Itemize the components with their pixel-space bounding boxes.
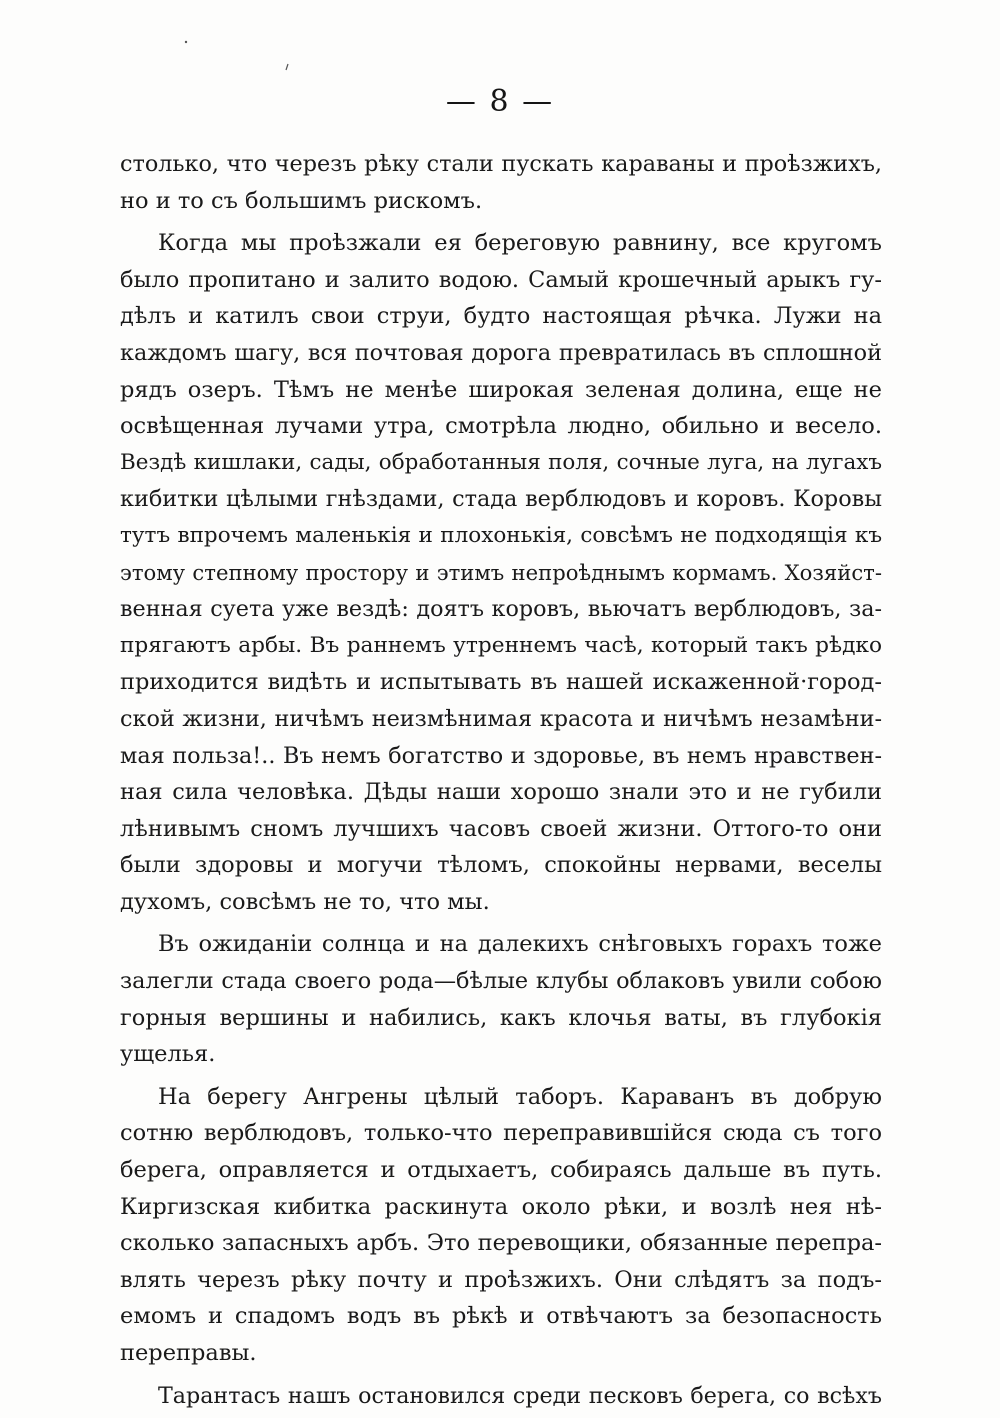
- page-number: — 8 —: [445, 84, 555, 119]
- text-line: ской жизни, ничѣмъ неизмѣнимая красота и ничѣмъ незамѣни-: [120, 705, 882, 732]
- text-line: мая польза!.. Въ немъ богатство и здоровье, въ немъ нравствен-: [120, 742, 882, 769]
- text-line: сколько запасныхъ арбъ. Это перевощики, обязанные перепра-: [120, 1230, 882, 1257]
- text-line: этому степному простору и этимъ непроѣднымъ кормамъ. Хозяйст-: [120, 559, 882, 585]
- text-line: прягаютъ арбы. Въ раннемъ утреннемъ часѣ, который такъ рѣдко: [120, 632, 882, 658]
- text-line: ущелья.: [120, 1041, 216, 1068]
- text-line: переправы.: [120, 1340, 257, 1366]
- text-line: На берегу Ангрены цѣлый таборъ. Караванъ въ добрую: [158, 1083, 882, 1110]
- text-line: Вездѣ кишлаки, сады, обработанныя поля, сочные луга, на лугахъ: [120, 449, 882, 475]
- text-line: лѣнивымъ сномъ лучшихъ часовъ своей жизни. Оттого-то они: [120, 815, 882, 842]
- text-line: каждомъ шагу, вся почтовая дорога превратилась въ сплошной: [120, 339, 882, 366]
- text-line: были здоровы и могучи тѣломъ, спокойны нервами, веселы: [120, 852, 882, 879]
- text-line: берега, оправляется и отдыхаетъ, собираясь дальше въ путь.: [120, 1157, 882, 1184]
- paragraph: [120, 225, 882, 920]
- text-line: влять черезъ рѣку почту и проѣзжихъ. Они слѣдятъ за подъ-: [120, 1266, 882, 1293]
- text-line: духомъ, совсѣмъ не то, что мы.: [120, 888, 490, 915]
- text-line: тутъ впрочемъ маленькія и плохонькія, совсѣмъ не подходящія къ: [120, 522, 882, 548]
- text-line: Когда мы проѣзжали ея береговую равнину, все кругомъ: [158, 230, 882, 257]
- paragraph: [120, 146, 882, 219]
- text-line: приходится видѣть и испытывать въ нашей искаженной·город-: [120, 669, 882, 696]
- text-line: Въ ожиданіи солнца и на далекихъ снѣговыхъ горахъ тоже: [158, 931, 882, 958]
- paragraph: [120, 926, 882, 1072]
- text-line: кибитки цѣлыми гнѣздами, стада верблюдовъ и коровъ. Коровы: [120, 486, 882, 513]
- text-line: сотню верблюдовъ, только-что переправившійся сюда съ того: [120, 1120, 882, 1147]
- text-line: столько, что черезъ рѣку стали пускать караваны и проѣзжихъ,: [120, 151, 882, 177]
- text-line: ная сила человѣка. Дѣды наши хорошо знали это и не губили: [120, 779, 882, 806]
- text-line: освѣщенная лучами утра, смотрѣла людно, обильно и весело.: [120, 413, 882, 440]
- paragraph: [120, 1079, 882, 1372]
- text-line: Киргизская кибитка раскинута около рѣки, и возлѣ нея нѣ-: [120, 1193, 882, 1220]
- text-line: залегли стада своего рода—бѣлые клубы облаковъ увили собою: [120, 968, 882, 995]
- text-line: Тарантасъ нашъ остановился среди песковъ берега, со всѣхъ: [158, 1382, 882, 1409]
- text-line: но и то съ большимъ рискомъ.: [120, 187, 483, 214]
- paragraph: [120, 1378, 882, 1415]
- text-line: венная суета уже вездѣ: доятъ коровъ, вьючатъ верблюдовъ, за-: [120, 596, 882, 623]
- speck: [286, 64, 288, 70]
- text-body: [120, 146, 882, 1414]
- text-line: горныя вершины и набились, какъ клочья ваты, въ глубокія: [120, 1004, 882, 1031]
- speck: [185, 41, 187, 43]
- text-line: дѣлъ и катилъ свои струи, будто настоящая рѣчка. Лужи на: [120, 303, 882, 330]
- text-line: емомъ и спадомъ водъ въ рѣкѣ и отвѣчаютъ за безопасность: [120, 1303, 882, 1330]
- text-line: было пропитано и залито водою. Самый крошечный арыкъ гу-: [120, 266, 882, 293]
- text-line: рядъ озеръ. Тѣмъ не менѣе широкая зеленая долина, еще не: [120, 376, 882, 403]
